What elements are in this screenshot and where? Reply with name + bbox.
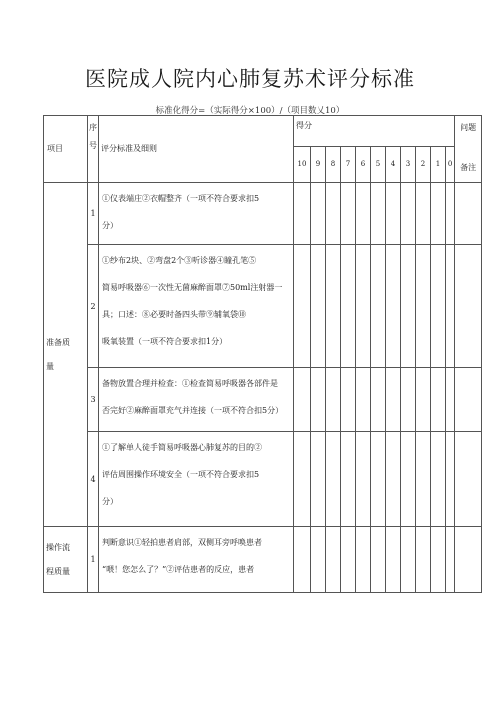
header-standard: 评分标准及细则 xyxy=(99,116,294,183)
remark-cell xyxy=(455,431,482,526)
score-cell xyxy=(401,245,416,368)
row-standard: 备物放置合理并检查：①检查简易呼吸器各部件是 否完好②麻醉面罩充气并连接（一项不符合扣5分） xyxy=(99,368,294,432)
score-cell xyxy=(356,527,371,593)
score-cell xyxy=(356,431,371,526)
score-column-header: 8 xyxy=(326,147,341,183)
score-cell xyxy=(294,431,311,526)
score-cell xyxy=(326,368,341,432)
row-standard: ①纱布2块、②弯盘2个③听诊器④瞳孔笔⑤ 简易呼吸器⑥一次性无菌麻醉面罩⑦50ml注射器一 具；口述：⑧必要时备四头带⑨辅氧袋⑩ 吸氧装置（一项不符合要求扣1分） xyxy=(99,245,294,368)
score-cell xyxy=(326,245,341,368)
score-cell xyxy=(416,182,431,245)
score-cell xyxy=(311,368,326,432)
score-column-header: 7 xyxy=(341,147,356,183)
header-score: 得分 xyxy=(294,116,455,147)
score-column-header: 6 xyxy=(356,147,371,183)
remark-cell xyxy=(455,182,482,245)
remark-cell xyxy=(455,245,482,368)
score-cell xyxy=(311,245,326,368)
score-cell xyxy=(431,368,446,432)
score-cell xyxy=(311,431,326,526)
score-cell xyxy=(446,245,455,368)
score-column-header: 2 xyxy=(416,147,431,183)
score-column-header: 9 xyxy=(311,147,326,183)
score-cell xyxy=(371,182,386,245)
score-cell xyxy=(386,527,401,593)
row-standard: ①了解单人徒手简易呼吸器心肺复苏的目的② 评估周围操作环境安全（一项不符合要求扣5 分） xyxy=(99,431,294,526)
table-row xyxy=(44,182,482,245)
score-cell xyxy=(401,431,416,526)
score-cell xyxy=(431,527,446,593)
score-cell xyxy=(371,368,386,432)
score-cell xyxy=(371,245,386,368)
score-cell xyxy=(386,245,401,368)
score-cell xyxy=(401,368,416,432)
score-column-header: 0 xyxy=(446,147,455,183)
score-cell xyxy=(356,368,371,432)
score-cell xyxy=(446,182,455,245)
score-cell xyxy=(416,245,431,368)
row-standard: 判断意识①轻拍患者肩部，双侧耳旁呼唤患者 “喂！您怎么了？”②评估患者的反应，患者 xyxy=(99,527,294,593)
score-cell xyxy=(294,182,311,245)
section-label-preparation: 准备质 量 xyxy=(44,182,88,526)
score-cell xyxy=(446,368,455,432)
table-row xyxy=(44,368,482,432)
score-column-header: 10 xyxy=(294,147,311,183)
score-cell xyxy=(431,182,446,245)
table-row xyxy=(44,431,482,526)
row-number: 2 xyxy=(88,245,99,368)
score-cell xyxy=(446,431,455,526)
score-cell xyxy=(416,431,431,526)
score-cell xyxy=(294,527,311,593)
header-question-remark: 问题 备注 xyxy=(455,116,482,183)
score-cell xyxy=(341,245,356,368)
score-cell xyxy=(386,182,401,245)
score-cell xyxy=(326,182,341,245)
score-cell xyxy=(294,245,311,368)
document-title: 医院成人院内心肺复苏术评分标准 xyxy=(85,67,415,91)
score-cell xyxy=(294,368,311,432)
score-cell xyxy=(446,527,455,593)
score-formula: 标准化得分=（实际得分×100）/（项目数乂10） xyxy=(155,106,345,116)
score-cell xyxy=(371,527,386,593)
score-cell xyxy=(401,527,416,593)
score-cell xyxy=(356,245,371,368)
score-cell xyxy=(341,182,356,245)
score-cell xyxy=(386,368,401,432)
score-cell xyxy=(401,182,416,245)
header-row-1 xyxy=(44,116,482,147)
score-cell xyxy=(326,527,341,593)
header-number: 序 号 xyxy=(88,116,99,183)
score-cell xyxy=(311,527,326,593)
score-cell xyxy=(431,431,446,526)
score-cell xyxy=(431,245,446,368)
score-column-header: 5 xyxy=(371,147,386,183)
score-cell xyxy=(341,368,356,432)
remark-cell xyxy=(455,527,482,593)
score-cell xyxy=(386,431,401,526)
score-column-header: 1 xyxy=(431,147,446,183)
score-cell xyxy=(356,182,371,245)
score-cell xyxy=(416,368,431,432)
row-number: 4 xyxy=(88,431,99,526)
row-standard: ①仪表端庄②衣帽整齐（一项不符合要求扣5 分） xyxy=(99,182,294,245)
row-number: 1 xyxy=(88,182,99,245)
score-column-header: 3 xyxy=(401,147,416,183)
table-row xyxy=(44,527,482,593)
scoring-table xyxy=(43,115,482,593)
score-cell xyxy=(416,527,431,593)
header-item: 项目 xyxy=(44,116,88,183)
score-cell xyxy=(371,431,386,526)
row-number: 3 xyxy=(88,368,99,432)
score-cell xyxy=(326,431,341,526)
section-label-operation: 操作流 程质量 xyxy=(44,527,88,593)
score-cell xyxy=(311,182,326,245)
score-cell xyxy=(341,431,356,526)
remark-cell xyxy=(455,368,482,432)
table-row xyxy=(44,245,482,368)
row-number: 1 xyxy=(88,527,99,593)
score-cell xyxy=(341,527,356,593)
score-column-header: 4 xyxy=(386,147,401,183)
